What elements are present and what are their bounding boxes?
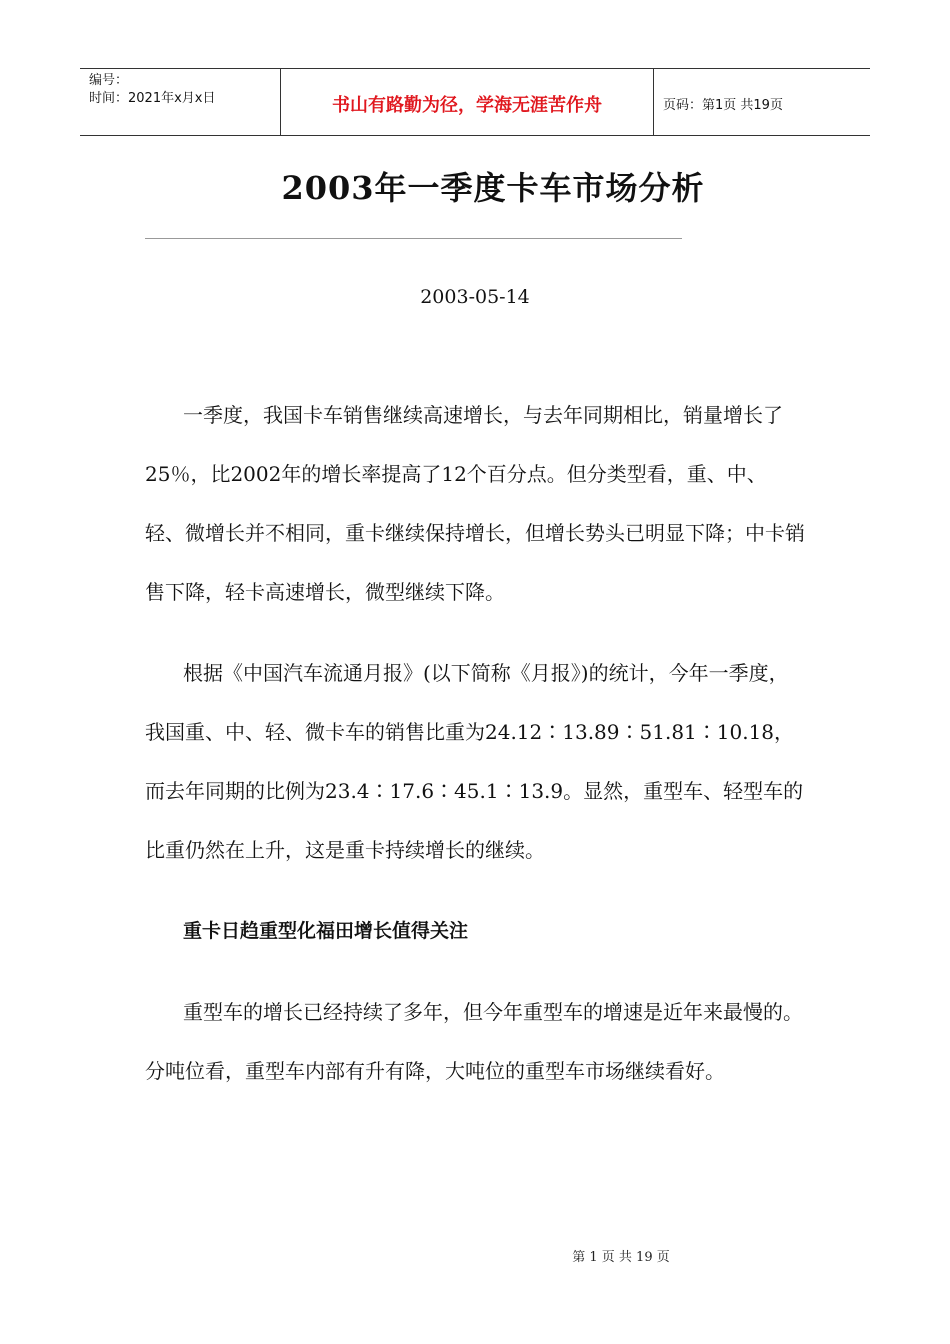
section-heading: 重卡日趋重型化福田增长值得关注 — [183, 920, 469, 942]
header-table — [80, 68, 870, 136]
document-title: 2003年一季度卡车市场分析 — [281, 169, 705, 207]
header-page-info: 页码：第1页 共19页 — [663, 97, 783, 113]
document-time-label: 时间：2021年x月x日 — [89, 91, 216, 106]
document-number-label: 编号： — [89, 73, 129, 88]
body-paragraph-2: 根据《中国汽车流通月报》(以下简称《月报》)的统计，今年一季度，我国重、中、轻、微卡车的销售比重为24.12∶13.89∶51.81∶10.18，而去年同期的比例为23.4∶17.6∶45.1∶13.9。显然，重型车、轻型车的比重仍然在上升，这是重卡持续增长的继续。 — [145, 661, 804, 862]
header-slogan: 书山有路勤为径，学海无涯苦作舟 — [281, 69, 654, 135]
section-paragraph: 重型车的增长已经持续了多年，但今年重型车的增速是近年来最慢的。分吨位看，重型车内部有升有降，大吨位的重型车市场继续看好。 — [145, 1000, 803, 1083]
header-meta-cell — [80, 69, 281, 135]
page-footer: 第 1 页 共 19 页 — [572, 1250, 670, 1265]
body-paragraph-1: 一季度，我国卡车销售继续高速增长，与去年同期相比，销量增长了25％，比2002年的增长率提高了12个百分点。但分类型看，重、中、轻、微增长并不相同，重卡继续保持增长，但增长势头已明显下降；中卡销售下降，轻卡高速增长，微型继续下降。 — [145, 403, 805, 604]
title-divider — [145, 238, 682, 239]
document-date: 2003-05-14 — [420, 286, 530, 308]
document-body — [145, 386, 805, 1101]
